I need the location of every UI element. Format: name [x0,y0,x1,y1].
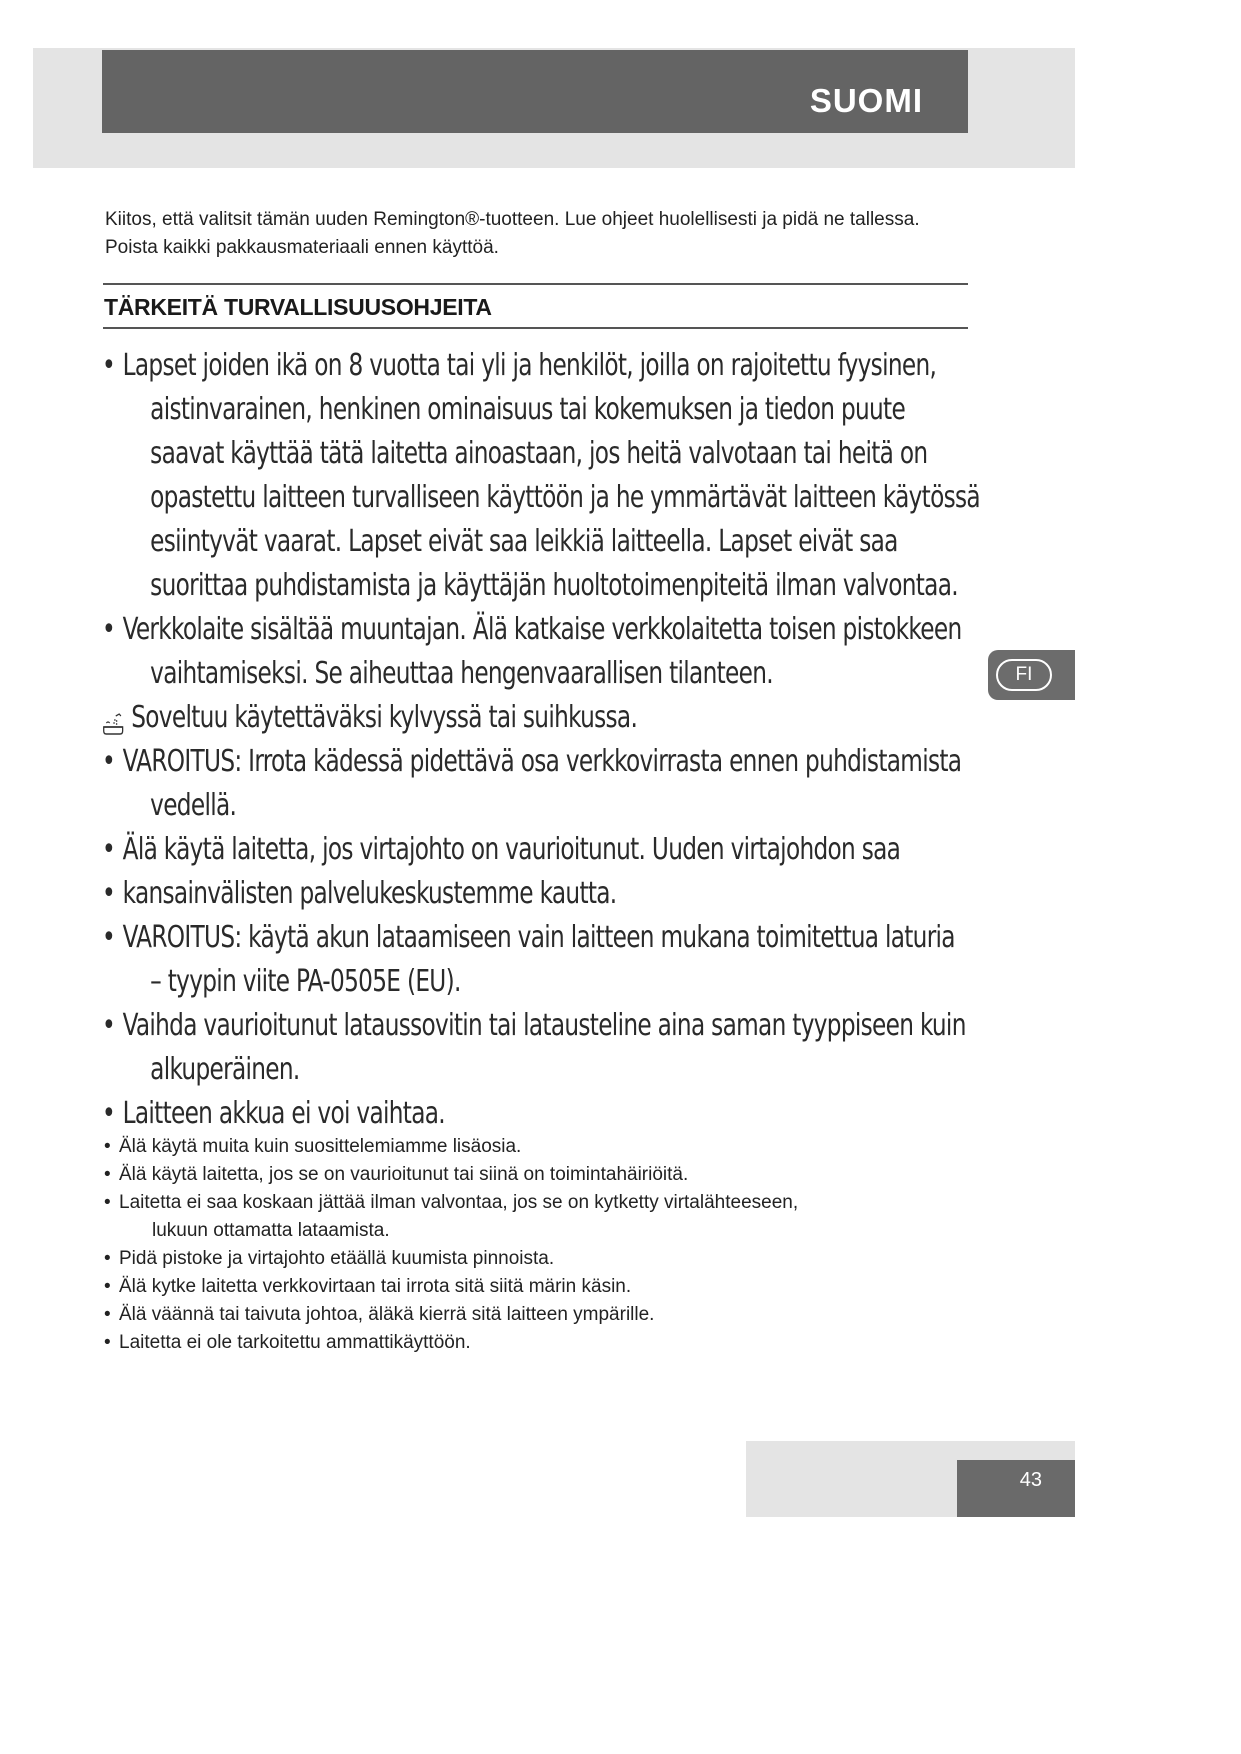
item-text: Älä väännä tai taivuta johtoa, äläkä kierrä sitä laitteen ympärille. [119,1304,655,1325]
item-continuation: alkuperäinen. [150,1052,300,1087]
item-text: Soveltuu käytettäväksi kylvyssä tai suihkussa. [131,700,638,735]
bullet: • [104,1332,111,1353]
item-text: Älä kytke laitetta verkkovirtaan tai irrota sitä siitä märin käsin. [119,1276,632,1297]
list-item [102,916,983,1004]
item-text: Pidä pistoke ja virtajohto etäällä kuumista pinnoista. [119,1248,555,1269]
heading-rule-bottom [103,327,968,329]
language-side-tab [988,650,1075,700]
list-item [104,1329,964,1357]
item-text: Laitetta ei saa koskaan jättää ilman valvontaa, jos se on kytketty virtalähteeseen, [119,1192,799,1213]
bullet: • [104,1276,111,1297]
item-text: Verkkolaite sisältää muuntajan. Älä katkaise verkkolaitetta toisen pistokkeen [122,612,962,647]
heading-rule-top [103,283,968,285]
bath-shower-icon [102,706,124,730]
language-code-badge: FI [996,659,1052,691]
item-continuation: – tyypin viite PA-0505E (EU). [150,964,461,999]
page-number-box [957,1460,1075,1517]
list-item [102,608,983,696]
item-continuation: aistinvarainen, henkinen ominaisuus tai kokemuksen ja tiedon puute saavat käyttää tätä laitetta ainoastaan, jos heitä valvotaan tai heitä on opastettu laitteen turvalliseen käyttöön ja he ymmärtävät laitteen käytössä esiintyvät vaarat. Lapset eivät saa leikkiä laitteella. Lapset eivät saa suorittaa puhdistamista ja käyttäjän huoltotoimenpiteitä ilman valvontaa. [150,392,980,603]
bullet: • [104,1164,111,1185]
list-item [102,1092,983,1136]
title-bar [102,50,968,133]
section-heading: TÄRKEITÄ TURVALLISUUSOHJEITA [104,294,492,320]
list-item [104,1133,964,1161]
bullet: • [102,348,116,383]
item-text: Älä käytä laitetta, jos se on vaurioitunut tai siinä on toimintahäiriöitä. [119,1164,689,1185]
list-item [104,1273,964,1301]
item-text: Vaihda vaurioitunut lataussovitin tai latausteline aina saman tyyppiseen kuin [122,1008,966,1043]
list-item [104,1161,964,1189]
item-continuation: vedellä. [150,788,237,823]
list-item [102,696,991,740]
bullet: • [102,1096,116,1131]
list-item [102,828,983,872]
item-continuation: lukuun ottamatta lataamista. [152,1220,390,1241]
bullet: • [104,1192,111,1213]
bullet: • [104,1304,111,1325]
large-safety-list [102,344,980,1136]
list-item [102,344,983,608]
bullet: • [104,1248,111,1269]
item-text: Laitetta ei ole tarkoitettu ammattikäyttöön. [119,1332,471,1353]
page-number: 43 [1019,1469,1042,1491]
item-continuation: vaihtamiseksi. Se aiheuttaa hengenvaarallisen tilanteen. [150,656,773,691]
item-text: Laitteen akkua ei voi vaihtaa. [122,1096,445,1131]
bullet: • [102,920,116,955]
bullet: • [102,1008,116,1043]
item-text: kansainvälisten palvelukeskustemme kautta. [122,876,617,911]
list-item [104,1189,964,1245]
bullet: • [102,832,116,867]
bullet: • [102,876,116,911]
bullet: • [104,1136,111,1157]
list-item [104,1301,964,1329]
bullet: • [102,744,116,779]
bullet: • [102,612,116,647]
list-item [102,740,983,828]
small-safety-list [104,1133,964,1357]
item-text: Älä käytä laitetta, jos virtajohto on vaurioitunut. Uuden virtajohdon saa [122,832,901,867]
list-item [104,1245,964,1273]
item-text: VAROITUS: käytä akun lataamiseen vain laitteen mukana toimitettua laturia [122,920,955,955]
item-text: Lapset joiden ikä on 8 vuotta tai yli ja henkilöt, joilla on rajoitettu fyysinen, [122,348,937,383]
intro-paragraph: Kiitos, että valitsit tämän uuden Remington®-tuotteen. Lue ohjeet huolellisesti ja pidä ne tallessa. Poista kaikki pakkausmateriaali ennen käyttöä. [105,209,920,258]
list-item [102,872,983,916]
list-item [102,1004,983,1092]
item-text: Älä käytä muita kuin suosittelemiamme lisäosia. [119,1136,522,1157]
language-title: SUOMI [809,82,923,119]
item-text: VAROITUS: Irrota kädessä pidettävä osa verkkovirrasta ennen puhdistamista [122,744,962,779]
